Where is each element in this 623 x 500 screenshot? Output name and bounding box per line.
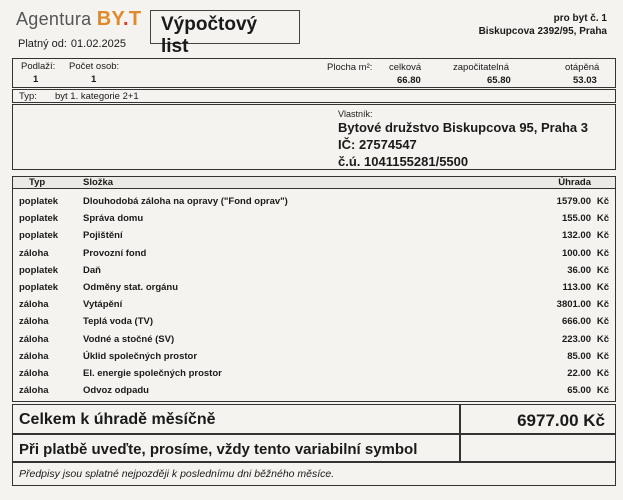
row-item: Správa domu — [83, 213, 144, 225]
row-amount: 36.00 — [567, 264, 591, 276]
floor-label: Podlaží: — [21, 61, 56, 72]
brand-left: BY — [96, 8, 123, 30]
row-amount: 113.00 — [562, 282, 591, 293]
unit-type-box — [12, 89, 616, 103]
row-currency: Kč — [596, 316, 609, 328]
row-type: poplatek — [19, 264, 59, 276]
row-amount: 85.00 — [567, 350, 591, 362]
row-currency: Kč — [596, 299, 609, 311]
row-item: Dlouhodobá záloha na opravy ("Fond oprav") — [83, 196, 288, 207]
valid-from-label: Platný od: — [18, 38, 67, 50]
row-amount: 65.00 — [567, 385, 591, 397]
floor-value: 1 — [33, 74, 39, 85]
row-type: záloha — [19, 368, 49, 379]
table-row — [13, 348, 615, 365]
owner-box — [12, 104, 616, 170]
row-type: záloha — [19, 333, 49, 345]
row-amount: 223.00 — [561, 333, 591, 345]
table-row — [13, 227, 615, 244]
row-item: Pojištění — [83, 230, 123, 242]
agency-name: Agentura — [16, 9, 92, 29]
row-item: Vodné a stočné (SV) — [83, 333, 175, 345]
row-currency: Kč — [596, 282, 609, 293]
row-currency: Kč — [596, 247, 609, 259]
row-type: záloha — [19, 385, 49, 397]
row-amount: 22.00 — [567, 368, 591, 379]
persons-value: 1 — [91, 74, 97, 85]
table-row — [13, 193, 615, 210]
row-amount: 132.00 — [561, 230, 591, 242]
row-amount: 666.00 — [561, 316, 591, 328]
table-header — [13, 177, 615, 189]
total-label: Celkem k úhradě měsíčně — [12, 404, 460, 434]
row-currency: Kč — [596, 350, 609, 362]
row-type: poplatek — [19, 196, 59, 207]
row-type: poplatek — [19, 230, 59, 242]
owner-ico: IČ: 27574547 — [338, 137, 417, 152]
row-item: Provozní fond — [83, 247, 147, 259]
row-amount: 155.00 — [561, 213, 591, 225]
row-item: Odvoz odpadu — [83, 385, 149, 397]
brand-mark — [97, 8, 142, 30]
page-title: Výpočtový list — [150, 10, 300, 44]
unit-info-box — [12, 58, 616, 88]
table-row — [13, 296, 615, 313]
table-row — [13, 279, 615, 296]
table-row — [13, 210, 615, 227]
row-currency: Kč — [596, 213, 609, 225]
variable-symbol-value — [460, 434, 616, 462]
brand-right: T — [128, 8, 142, 30]
table-row — [13, 245, 615, 262]
header-item: Složka — [83, 177, 114, 188]
row-item: Vytápění — [83, 299, 123, 311]
row-type: poplatek — [19, 213, 59, 225]
row-amount: 1579.00 — [556, 196, 591, 207]
unit-type-label: Typ: — [19, 91, 37, 102]
total-value: 6977.00 Kč — [460, 404, 616, 434]
agency-logo — [16, 8, 141, 31]
row-currency: Kč — [596, 368, 609, 379]
row-currency: Kč — [596, 385, 609, 397]
table-row — [13, 331, 615, 348]
row-currency: Kč — [596, 230, 609, 242]
row-currency: Kč — [596, 333, 609, 345]
flat-label: pro byt č. 1 — [553, 13, 607, 24]
valid-from-date: 01.02.2025 — [70, 38, 126, 50]
row-type: záloha — [19, 350, 49, 362]
persons-label: Počet osob: — [69, 61, 120, 72]
row-type: záloha — [19, 247, 49, 259]
row-currency: Kč — [596, 196, 609, 207]
row-amount: 3801.00 — [556, 299, 591, 311]
row-item: Úklid společných prostor — [83, 350, 198, 362]
unit-type-value: byt 1. kategorie 2+1 — [55, 91, 139, 102]
owner-details — [338, 109, 588, 170]
table-row — [13, 382, 615, 399]
area-total-label: celková — [389, 62, 422, 73]
row-type: záloha — [19, 299, 49, 311]
area-total-value: 66.80 — [397, 75, 421, 86]
payment-note: Předpisy jsou splatné nejpozději k poslednímu dni běžného měsíce. — [12, 462, 616, 486]
area-counted-value: 65.80 — [487, 75, 511, 86]
row-item: Teplá voda (TV) — [83, 316, 154, 328]
table-row — [13, 313, 615, 330]
row-item: Odměny stat. orgánu — [83, 282, 179, 293]
row-type: poplatek — [19, 282, 59, 293]
owner-account: č.ú. 1041155281/5500 — [338, 154, 469, 169]
variable-symbol-label: Při platbě uveďte, prosíme, vždy tento variabilní symbol — [12, 434, 460, 462]
table-row — [13, 365, 615, 382]
flat-address: Biskupcova 2392/95, Praha — [478, 26, 607, 37]
row-currency: Kč — [596, 264, 609, 276]
row-type: záloha — [19, 316, 49, 328]
header-type: Typ — [29, 177, 46, 188]
owner-label: Vlastník: — [338, 109, 373, 119]
valid-from — [18, 38, 126, 50]
row-item: El. energie společných prostor — [83, 368, 222, 379]
area-heated-value: 53.03 — [573, 75, 597, 86]
table-row — [13, 262, 615, 279]
flat-info — [479, 12, 607, 38]
header-amount: Úhrada — [558, 177, 591, 188]
charges-table — [12, 176, 616, 402]
area-counted-label: započitatelná — [453, 62, 509, 73]
brand-dot: . — [122, 8, 129, 30]
owner-name: Bytové družstvo Biskupcova 95, Praha 3 — [338, 120, 588, 135]
row-amount: 100.00 — [561, 247, 591, 259]
row-item: Daň — [83, 264, 101, 276]
area-label: Plocha m²: — [327, 62, 373, 73]
area-heated-label: otápěná — [565, 62, 600, 73]
